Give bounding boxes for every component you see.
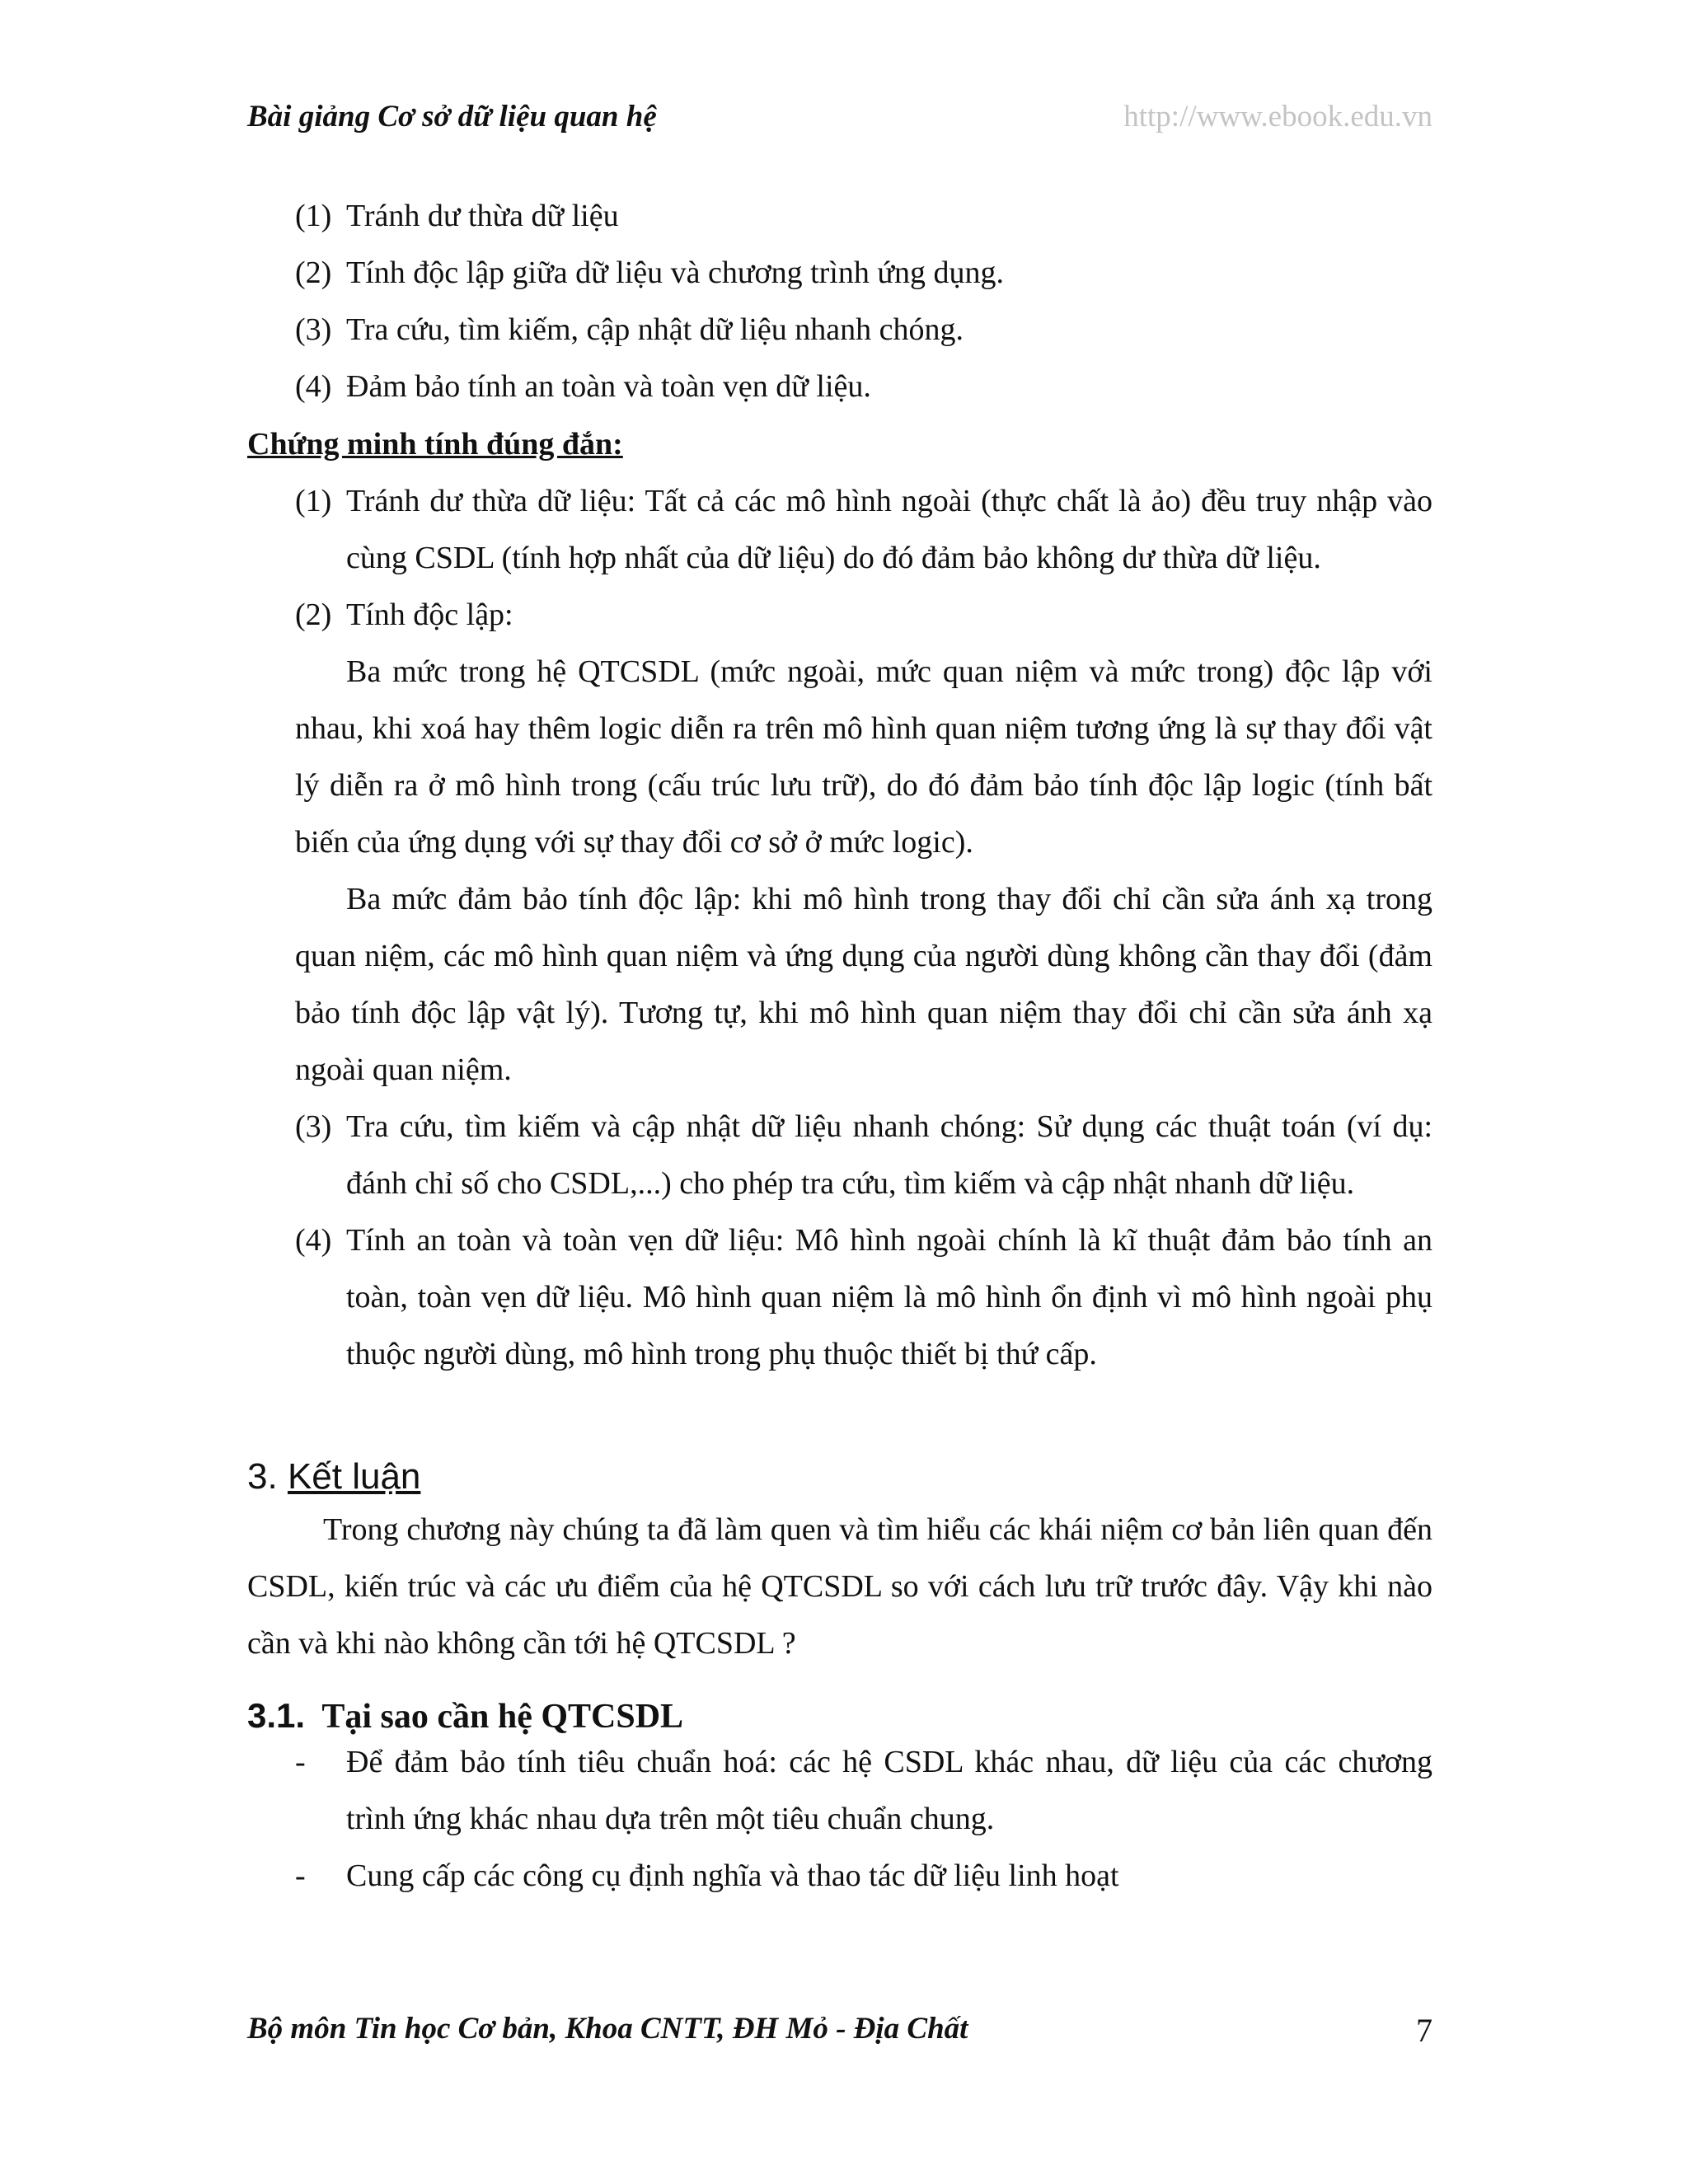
item-text: Tra cứu, tìm kiếm, cập nhật dữ liệu nhanh chóng. <box>346 312 964 347</box>
item-number: (2) <box>295 255 332 290</box>
proof-item-3 <box>295 1099 1432 1212</box>
dash-bullet: - <box>295 1858 306 1893</box>
item-text: Đảm bảo tính an toàn và toàn vẹn dữ liệu. <box>346 369 871 404</box>
page-header <box>247 99 1432 140</box>
header-url[interactable]: http://www.ebook.edu.vn <box>1123 100 1432 134</box>
item-text: Tính độc lập: <box>346 598 513 632</box>
proof-heading: Chứng minh tính đúng đắn: <box>247 427 623 462</box>
section-title: Tại sao cần hệ QTCSDL <box>321 1698 684 1736</box>
page-number: 7 <box>1416 2012 1432 2049</box>
item-text: Cung cấp các công cụ định nghĩa và thao tác dữ liệu linh hoạt <box>346 1858 1119 1893</box>
list-item <box>295 359 1432 415</box>
paragraph: Ba mức trong hệ QTCSDL (mức ngoài, mức quan niệm và mức trong) độc lập với nhau, khi xoá hay thêm logic diễn ra trên mô hình quan niệm tương ứng là sự thay đổi vật lý diễn ra ở mô hình trong (cấu trúc lưu trữ), do đó đảm bảo tính độc lập logic (tính bất biến của ứng dụng với sự thay đổi cơ sở ở mức logic). <box>295 654 1432 860</box>
proof-list <box>295 473 1432 1383</box>
section-title: Kết luận <box>287 1456 421 1497</box>
item-text: Để đảm bảo tính tiêu chuẩn hoá: các hệ CSDL khác nhau, dữ liệu của các chương trình ứng khác nhau dựa trên một tiêu chuẩn chung. <box>346 1745 1432 1836</box>
footer-text: Bộ môn Tin học Cơ bản, Khoa CNTT, ĐH Mỏ - Địa Chất <box>247 2012 968 2046</box>
proof-item-4 <box>295 1212 1432 1383</box>
section-number: 3. <box>247 1456 278 1497</box>
list-item <box>295 1848 1432 1905</box>
item-number: (3) <box>295 312 332 347</box>
item-number: (4) <box>295 369 332 404</box>
proof-item-2 <box>295 587 1432 1099</box>
proof-item-1 <box>295 473 1432 587</box>
item-text: Tra cứu, tìm kiếm và cập nhật dữ liệu nhanh chóng: Sử dụng các thuật toán (ví dụ: đánh chỉ số cho CSDL,...) cho phép tra cứu, tìm kiếm và cập nhật nhanh dữ liệu. <box>346 1109 1432 1201</box>
section-number: 3.1. <box>247 1696 306 1735</box>
intro-list <box>295 188 1432 415</box>
paragraph: Ba mức đảm bảo tính độc lập: khi mô hình trong thay đổi chỉ cần sửa ánh xạ trong quan niệm, các mô hình quan niệm và ứng dụng của người dùng không cần thay đổi (đảm bảo tính độc lập vật lý). Tương tự, khi mô hình quan niệm thay đổi chỉ cần sửa ánh xạ ngoài quan niệm. <box>295 882 1432 1087</box>
item-number: (4) <box>295 1223 332 1258</box>
reasons-list <box>295 1734 1432 1905</box>
item-text: Tránh dư thừa dữ liệu <box>346 199 619 233</box>
item-number: (3) <box>295 1109 332 1144</box>
item-text: Tính an toàn và toàn vẹn dữ liệu: Mô hình ngoài chính là kĩ thuật đảm bảo tính an toàn, toàn vẹn dữ liệu. Mô hình quan niệm là mô hình ổn định vì mô hình ngoài phụ thuộc người dùng, mô hình trong phụ thuộc thiết bị thứ cấp. <box>346 1223 1432 1371</box>
item-number: (1) <box>295 484 332 518</box>
item-number: (1) <box>295 199 332 233</box>
dash-bullet: - <box>295 1745 306 1779</box>
conclusion-paragraph: Trong chương này chúng ta đã làm quen và tìm hiểu các khái niệm cơ bản liên quan đến CSDL, kiến trúc và các ưu điểm của hệ QTCSDL so với cách lưu trữ trước đây. Vậy khi nào cần và khi nào không cần tới hệ QTCSDL ? <box>247 1512 1432 1661</box>
list-item <box>295 245 1432 302</box>
list-item <box>295 302 1432 359</box>
page-footer <box>247 2011 1432 2052</box>
list-item <box>295 1734 1432 1848</box>
header-title: Bài giảng Cơ sở dữ liệu quan hệ <box>247 100 657 134</box>
item-number: (2) <box>295 598 332 632</box>
section-3-heading <box>247 1452 420 1502</box>
list-item <box>295 188 1432 245</box>
item-text: Tính độc lập giữa dữ liệu và chương trình ứng dụng. <box>346 255 1004 290</box>
item-text: Tránh dư thừa dữ liệu: Tất cả các mô hình ngoài (thực chất là ảo) đều truy nhập vào cùng CSDL (tính hợp nhất của dữ liệu) do đó đảm bảo không dư thừa dữ liệu. <box>346 484 1432 575</box>
